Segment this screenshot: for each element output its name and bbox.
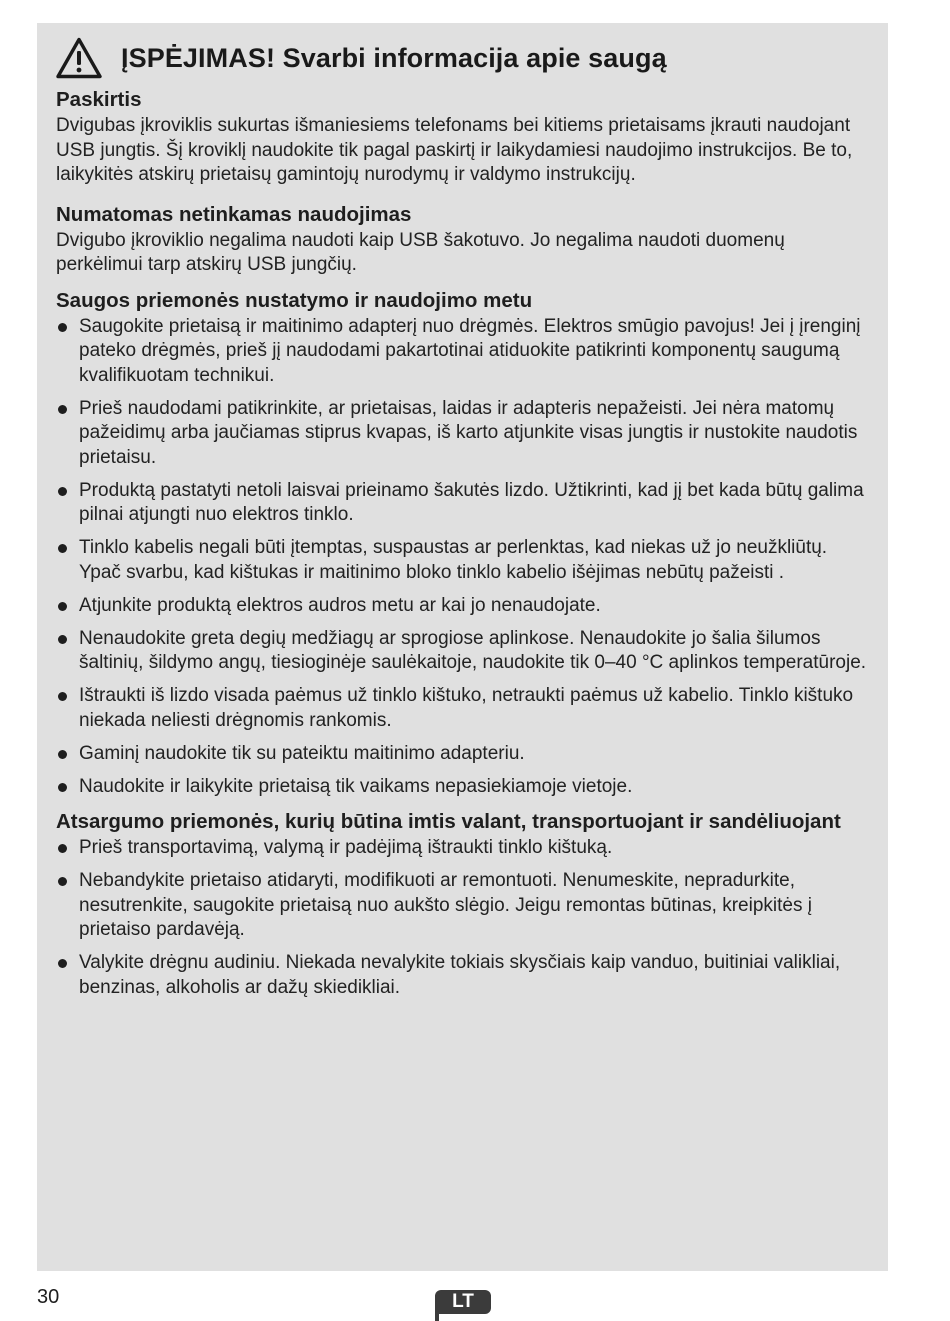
list-item: Gaminį naudokite tik su pateiktu maitinimo adapteriu. (56, 742, 868, 767)
list-item: Produktą pastatyti netoli laisvai prieinamo šakutės lizdo. Užtikrinti, kad jį bet kada būtų galima pilnai atjungti nuo elektros tinklo. (56, 479, 868, 528)
safety-notice-content (56, 35, 868, 1010)
notice-title-row (56, 35, 868, 81)
list-item: Prieš naudodami patikrinkite, ar prietaisas, laidas ir adapteris nepažeisti. Jei nėra matomų pažeidimų arba jaučiamas stiprus kvapas, iš karto atjunkite visas jungtis ir nustokite naudotis prietaisu. (56, 397, 868, 471)
list-item: Valykite drėgnu audiniu. Niekada nevalykite tokiais skysčiais kaip vanduo, buitiniai valikliai, benzinas, alkoholis ar dažų skiedikliai. (56, 951, 868, 1000)
section-safety-use (56, 288, 868, 800)
section-heading: Atsargumo priemonės, kurių būtina imtis valant, transportuojant ir sandėliuojant (56, 810, 841, 833)
bullet-list (56, 315, 868, 800)
safety-notice-panel (37, 23, 888, 1271)
section-text: Dvigubo įkroviklio negalima naudoti kaip USB šakotuvo. Jo negalima naudoti duomenų perkėlimui tarp atskirų USB jungčių. (56, 229, 785, 275)
list-item: Atjunkite produktą elektros audros metu ar kai jo nenaudojate. (56, 594, 868, 619)
section-heading: Saugos priemonės nustatymo ir naudojimo metu (56, 288, 533, 312)
section-purpose (56, 87, 868, 188)
list-item: Nebandykite prietaiso atidaryti, modifikuoti ar remontuoti. Nenumeskite, nepradurkite, nesutrenkite, saugokite prietaisą nuo aukšto slėgio. Jeigu remontas būtinas, kreipkitės į prietaiso pardavėją. (56, 869, 868, 943)
section-heading: Paskirtis (56, 88, 142, 111)
list-item: Ištraukti iš lizdo visada paėmus už tinklo kištuko, netraukti paėmus už kabelio. Tinklo kištuko niekada neliesti drėgnomis rankomis. (56, 684, 868, 733)
list-item: Naudokite ir laikykite prietaisą tik vaikams nepasiekiamoje vietoje. (56, 775, 868, 800)
section-cleaning-transport (56, 809, 868, 1000)
section-heading: Numatomas netinkamas naudojimas (56, 202, 412, 226)
list-item: Nenaudokite greta degių medžiagų ar sprogiose aplinkose. Nenaudokite jo šalia šilumos šaltinių, šildymo angų, tiesioginėje saulėkaitoje, naudokite tik 0–40 °C aplinkos temperatūroje. (56, 627, 868, 676)
notice-title: ĮSPĖJIMAS! Svarbi informacija apie saugą (121, 42, 667, 73)
section-improper-use (56, 202, 868, 278)
list-item: Saugokite prietaisą ir maitinimo adapterį nuo drėgmės. Elektros smūgio pavojus! Jei į įrenginį pateko drėgmės, prieš jį naudodami pakartotinai atiduokite patikrinti komponentų saugumą kvalifikuotam technikui. (56, 315, 868, 389)
warning-triangle-icon (56, 35, 102, 81)
section-text: Dvigubas įkroviklis sukurtas išmaniesiems telefonams bei kitiems prietaisams įkrauti naudojant USB jungtis. Šį kroviklį naudokite tik pagal paskirtį ir laikydamiesi naudojimo instrukcijos. Be to, laikykitės atskirų prietaisų gamintojų nurodymų ir valdymo instrukcijų. (56, 115, 853, 185)
language-badge: LT (435, 1290, 491, 1314)
page-number: 30 (37, 1286, 60, 1308)
list-item: Tinklo kabelis negali būti įtemptas, suspaustas ar perlenktas, kad niekas už jo neužkliūtų. Ypač svarbu, kad kištukas ir maitinimo bloko tinklo kabelio išėjimas nebūtų pažeisti . (56, 536, 868, 585)
bullet-list (56, 836, 868, 1000)
list-item: Prieš transportavimą, valymą ir padėjimą ištraukti tinklo kištuką. (56, 836, 868, 861)
